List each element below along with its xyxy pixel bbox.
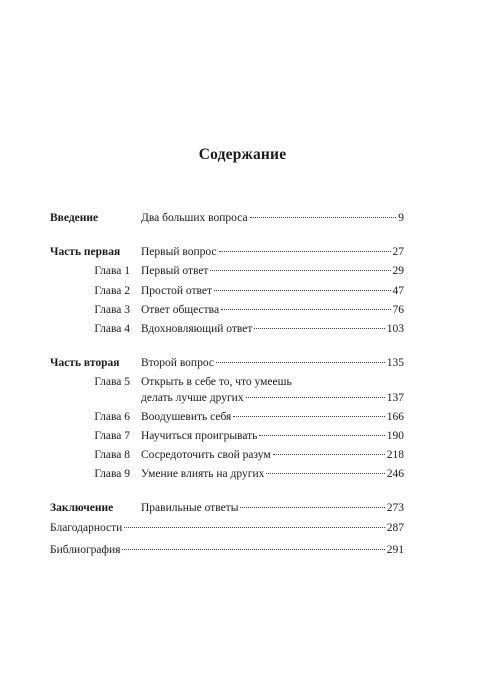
leader-dots [122, 549, 384, 550]
toc-page: 103 [386, 323, 404, 335]
toc-title: Благодарности [50, 522, 123, 534]
toc-page: 29 [392, 265, 404, 277]
leader-dots [240, 507, 384, 508]
toc-page: 27 [392, 246, 404, 258]
toc-label: Глава 4 [94, 323, 130, 335]
toc-label: Глава 8 [94, 449, 130, 461]
toc-entry-chapter-8 [50, 447, 404, 463]
toc-entry-part-one [50, 244, 404, 260]
toc-title: Первый ответ [141, 265, 209, 277]
toc-label: Глава 1 [94, 265, 130, 277]
leader-dots [246, 397, 385, 398]
toc-page: 135 [386, 357, 404, 369]
toc-page: 9 [398, 212, 404, 224]
toc-title: Умение влиять на других [141, 468, 265, 480]
page-title: Содержание [198, 146, 287, 163]
toc-title-line-1: Открыть в себе то, что умеешь [141, 376, 292, 388]
leader-dots [266, 473, 384, 474]
toc-entry-introduction [50, 210, 404, 226]
toc-entry-chapter-1 [50, 263, 404, 279]
toc-label: Введение [50, 212, 99, 224]
toc-entry-acknowledgements [50, 520, 404, 536]
toc-page: 76 [392, 304, 404, 316]
toc-title: Ответ общества [141, 304, 220, 316]
toc-title: Простой ответ [141, 285, 212, 297]
leader-dots [233, 416, 384, 417]
toc-page: 137 [386, 392, 404, 404]
toc-entry-chapter-6 [50, 409, 404, 425]
toc-label: Глава 5 [94, 376, 130, 388]
leader-dots [216, 362, 385, 363]
toc-label: Часть первая [50, 246, 121, 258]
toc-entry-chapter-2 [50, 283, 404, 299]
leader-dots [219, 251, 391, 252]
toc-title-line-2: делать лучше других [141, 392, 244, 404]
toc-label: Глава 2 [94, 285, 130, 297]
toc-label: Глава 6 [94, 411, 130, 423]
toc-entry-chapter-7 [50, 428, 404, 444]
leader-dots [273, 454, 385, 455]
toc-title: Два больших вопроса [141, 212, 248, 224]
toc-page: 287 [386, 522, 404, 534]
toc-title: Воодушевить себя [141, 411, 232, 423]
toc-page: 291 [386, 544, 404, 556]
toc-page: 166 [386, 411, 404, 423]
leader-dots [124, 527, 384, 528]
toc-title: Библиография [50, 544, 121, 556]
leader-dots [254, 328, 384, 329]
toc-page: 246 [386, 468, 404, 480]
toc-entry-chapter-9 [50, 466, 404, 482]
leader-dots [259, 435, 384, 436]
toc-entry-chapter-5 [50, 374, 404, 408]
toc-entry-part-two [50, 355, 404, 371]
toc-page: 190 [386, 430, 404, 442]
toc-title: Вдохновляющий ответ [141, 323, 253, 335]
toc-label: Заключение [50, 502, 114, 514]
leader-dots [221, 309, 390, 310]
toc-title: Правильные ответы [141, 502, 239, 514]
toc-label: Глава 7 [94, 430, 130, 442]
leader-dots [214, 290, 391, 291]
toc-entry-chapter-4 [50, 321, 404, 337]
toc-entry-conclusion [50, 500, 404, 516]
leader-dots [250, 217, 397, 218]
toc-title: Сосредоточить свой разум [141, 449, 271, 461]
toc-label: Глава 3 [94, 304, 130, 316]
toc-label: Часть вторая [50, 357, 120, 369]
toc-entry-chapter-3 [50, 302, 404, 318]
toc-title: Научиться проигрывать [141, 430, 258, 442]
toc-page: 273 [386, 502, 404, 514]
leader-dots [210, 270, 390, 271]
toc-title: Второй вопрос [141, 357, 214, 369]
toc-title: Первый вопрос [141, 246, 217, 258]
toc-page: 47 [392, 285, 404, 297]
toc-page: 218 [386, 449, 404, 461]
toc-label: Глава 9 [94, 468, 130, 480]
toc-entry-bibliography [50, 542, 404, 558]
